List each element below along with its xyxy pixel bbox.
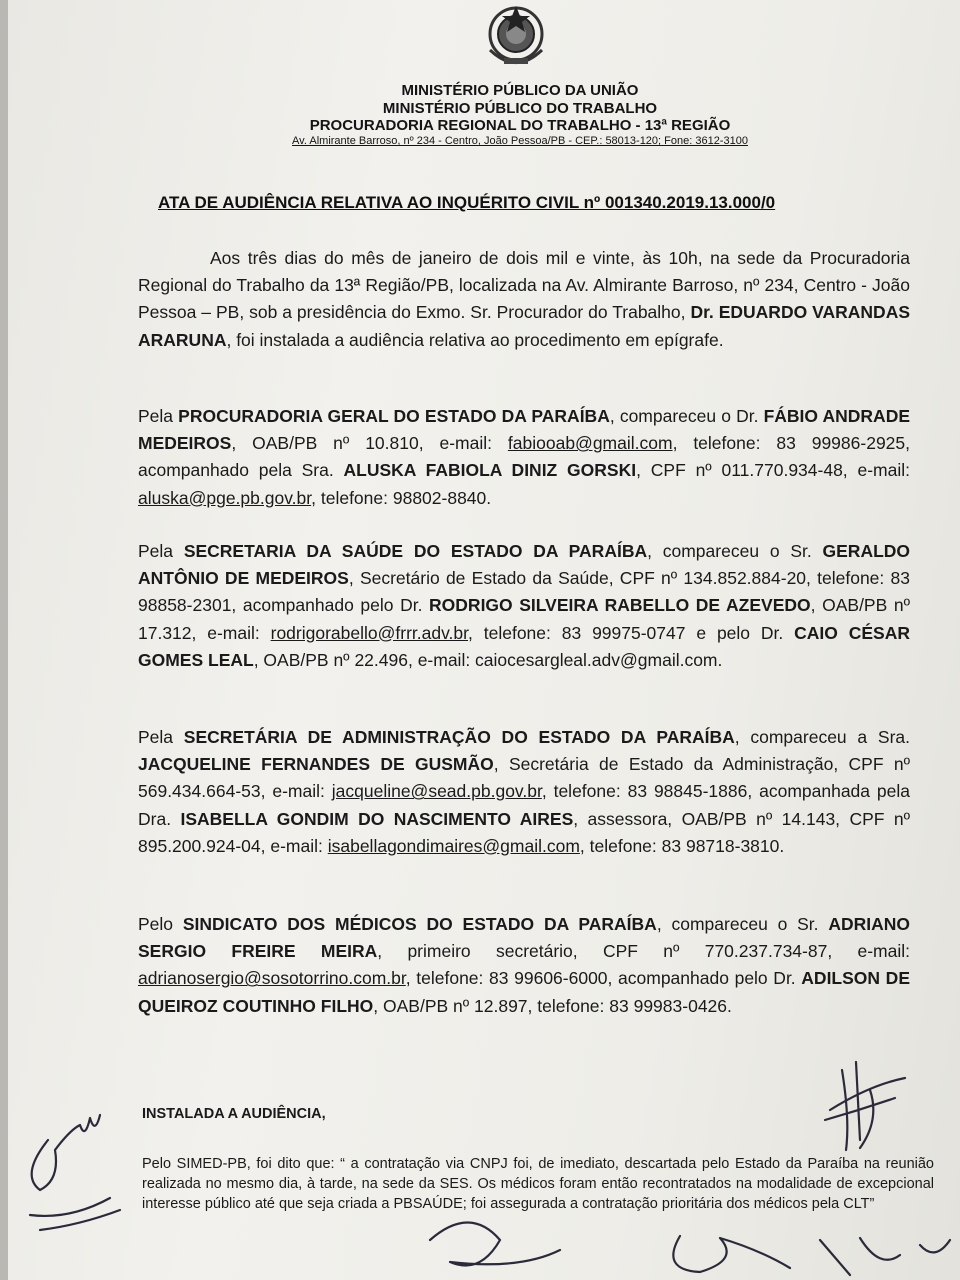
org-name: SECRETARIA DA SAÚDE DO ESTADO DA PARAÍBA bbox=[183, 541, 648, 561]
text: Pela bbox=[138, 541, 184, 561]
prosecutor-name: Dr. EDUARDO VARANDAS ARARUNA bbox=[138, 302, 910, 350]
text: , compareceu o Sr. bbox=[647, 541, 823, 561]
text: , OAB/PB nº 22.496, e-mail: caiocesargleal.adv@gmail.com. bbox=[253, 649, 723, 670]
org-name: SINDICATO DOS MÉDICOS DO ESTADO DA PARAÍBA bbox=[182, 914, 657, 934]
person-name: ADILSON DE QUEIROZ COUTINHO FILHO bbox=[138, 968, 910, 1016]
paragraph-simed-statement: Pelo SIMED-PB, foi dito que: “ a contratação via CNPJ foi, de imediato, descartada pelo Estado da Paraíba na reunião realizada no mesmo dia, à tarde, na sede da SES. Os médicos foram então recontratados na modalidade de excepcional interesse público até que seja criada a PBSAÚDE; foi assegurada a contratação prioritária dos médicos pela CLT” bbox=[142, 1156, 934, 1212]
person-name: ADRIANO SERGIO FREIRE MEIRA bbox=[138, 914, 911, 962]
person-name: ISABELLA GONDIM DO NASCIMENTO AIRES bbox=[180, 808, 574, 829]
person-name: GERALDO ANTÔNIO DE MEDEIROS bbox=[138, 541, 911, 589]
text: , OAB/PB nº 17.312, e-mail: bbox=[138, 595, 911, 643]
text: Pelo bbox=[138, 914, 183, 934]
person-name: CAIO CÉSAR GOMES LEAL bbox=[138, 622, 910, 670]
text: , OAB/PB nº 10.810, e-mail: bbox=[231, 433, 508, 454]
email-link: rodrigorabello@frrr.adv.br bbox=[270, 622, 469, 643]
header-address: Av. Almirante Barroso, nº 234 - Centro, João Pessoa/PB - CEP.: 58013-120; Fone: 3612-3100 bbox=[292, 135, 748, 147]
text: , telefone: 83 98718-3810. bbox=[579, 835, 785, 856]
email-link: aluska@pge.pb.gov.br bbox=[138, 487, 312, 508]
person-name: FÁBIO ANDRADE MEDEIROS bbox=[138, 406, 911, 454]
text: , compareceu o Sr. bbox=[656, 914, 829, 934]
person-name: JACQUELINE FERNANDES DE GUSMÃO bbox=[138, 754, 494, 775]
email-link: isabellagondimaires@gmail.com bbox=[327, 835, 580, 856]
text: Pela bbox=[138, 727, 184, 747]
paragraph-pge bbox=[138, 403, 910, 512]
text: , compareceu a Sra. bbox=[734, 727, 911, 747]
email-link: adrianosergio@sosotorrino.com.br bbox=[138, 968, 406, 989]
paragraph-opening bbox=[138, 245, 910, 354]
org-name: PROCURADORIA GERAL DO ESTADO DA PARAÍBA bbox=[178, 406, 610, 426]
text: , telefone: 98802-8840. bbox=[311, 487, 492, 508]
page-edge-shadow bbox=[0, 0, 8, 1280]
header-line-1: MINISTÉRIO PÚBLICO DA UNIÃO bbox=[401, 82, 639, 99]
header-line-3: PROCURADORIA REGIONAL DO TRABALHO - 13ª REGIÃO bbox=[309, 117, 731, 134]
paragraph-sindicato bbox=[138, 911, 910, 1020]
text: , compareceu o Dr. bbox=[609, 406, 764, 426]
text: Pela bbox=[138, 406, 179, 426]
coat-of-arms-icon bbox=[476, 0, 556, 80]
text: , telefone: 83 99975-0747 e pelo Dr. bbox=[468, 622, 795, 643]
text: , Secretária de Estado da Administração, CPF nº 569.434.664-53, e-mail: bbox=[138, 754, 910, 802]
text: , telefone: 83 99606-6000, acompanhado pelo Dr. bbox=[405, 968, 802, 989]
email-link: fabiooab@gmail.com bbox=[507, 433, 673, 454]
text: , assessora, OAB/PB nº 14.143, CPF nº 895.200.924-04, e-mail: bbox=[138, 808, 910, 856]
text: , primeiro secretário, CPF nº 770.237.734-87, e-mail: bbox=[377, 941, 911, 962]
paragraph-saude bbox=[138, 538, 910, 674]
org-name: SECRETÁRIA DE ADMINISTRAÇÃO DO ESTADO DA PARAÍBA bbox=[183, 727, 735, 747]
text: , CPF nº 011.770.934-48, e-mail: bbox=[636, 460, 910, 481]
document-title: ATA DE AUDIÊNCIA RELATIVA AO INQUÉRITO CIVIL nº 001340.2019.13.000/0 bbox=[158, 193, 776, 212]
text: , telefone: 83 98845-1886, acompanhada pela Dra. bbox=[138, 781, 910, 829]
text: , telefone: 83 99986-2925, acompanhado pela Sra. bbox=[138, 433, 911, 481]
person-name: ALUSKA FABIOLA DINIZ GORSKI bbox=[343, 460, 637, 481]
text: , OAB/PB nº 12.897, telefone: 83 99983-0426. bbox=[373, 995, 732, 1016]
text: , foi instalada a audiência relativa ao procedimento em epígrafe. bbox=[226, 329, 724, 350]
person-name: RODRIGO SILVEIRA RABELLO DE AZEVEDO bbox=[429, 595, 811, 616]
text: Aos três dias do mês de janeiro de dois mil e vinte, às 10h, na sede da Procuradoria Regional do Trabalho da 13ª Região/PB, localizada na Av. Almirante Barroso, nº 234, Centro - João Pessoa – PB, sob a presidência do Exmo. Sr. Procurador do Trabalho, bbox=[138, 248, 910, 323]
text: , Secretário de Estado da Saúde, CPF nº 134.852.884-20, telefone: 83 98858-2301, acompanhado pelo Dr. bbox=[138, 568, 910, 616]
email-link: jacqueline@sead.pb.gov.br bbox=[331, 781, 542, 802]
paragraph-administracao bbox=[138, 724, 910, 860]
header-line-2: MINISTÉRIO PÚBLICO DO TRABALHO bbox=[382, 100, 658, 117]
section-heading-instalada: INSTALADA A AUDIÊNCIA, bbox=[142, 1106, 326, 1122]
